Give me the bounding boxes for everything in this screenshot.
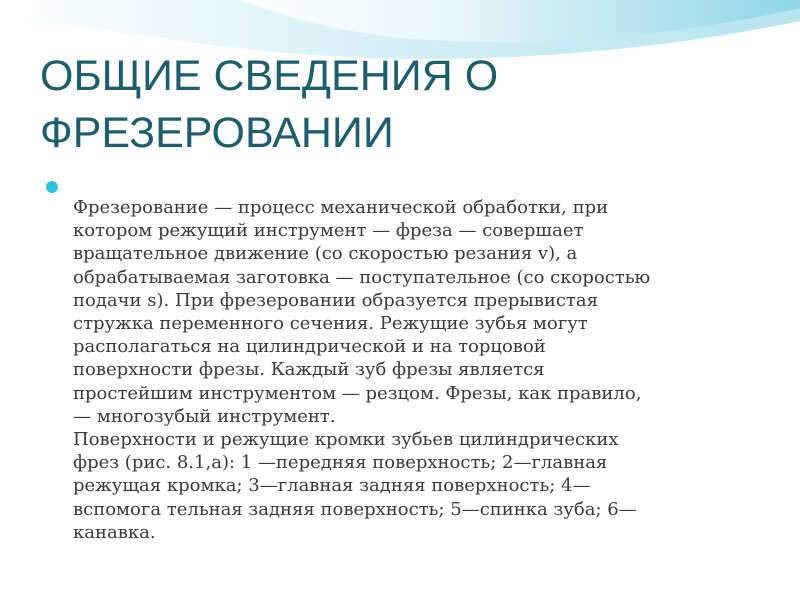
text-line: котором режущий инструмент — фреза — совершает xyxy=(73,220,584,242)
slide-body xyxy=(73,196,783,544)
paragraph-surfaces xyxy=(73,428,783,544)
text-line: вспомога тельная задняя поверхность; 5—спинка зуба; 6— xyxy=(73,498,637,520)
text-line: простейшим инструментом — резцом. Фрезы, как правило, xyxy=(73,382,642,404)
text-line: Поверхности и режущие кромки зубьев цилиндрических xyxy=(73,429,619,451)
slide-title xyxy=(40,48,760,162)
text-line: поверхности фрезы. Каждый зуб фрезы является xyxy=(73,359,545,381)
slide-title-line-2: ФРЕЗЕРОВАНИИ xyxy=(40,109,394,157)
bullet-icon xyxy=(46,181,58,193)
text-line: фрез (рис. 8.1,а): 1 —передняя поверхность; 2—главная xyxy=(73,452,608,474)
text-line: Фрезерование — процесс механической обработки, при xyxy=(73,197,609,218)
text-line: стружка переменного сечения. Режущие зубья могут xyxy=(73,313,588,335)
slide-title-line-1: ОБЩИЕ СВЕДЕНИЯ О xyxy=(40,52,499,100)
paragraph-definition xyxy=(73,196,783,428)
text-line: канавка. xyxy=(73,521,156,543)
text-line: обрабатываемая заготовка — поступательное (со скоростью xyxy=(73,266,651,288)
text-line: располагаться на цилиндрической и на торцовой xyxy=(73,336,546,358)
text-line: — многозубый инструмент. xyxy=(73,405,336,427)
text-line: режущая кромка; 3—главная задняя поверхность; 4— xyxy=(73,475,591,497)
text-line: вращательное движение (со скоростью резания v), а xyxy=(73,243,578,265)
text-line: подачи s). При фрезеровании образуется прерывистая xyxy=(73,289,598,311)
